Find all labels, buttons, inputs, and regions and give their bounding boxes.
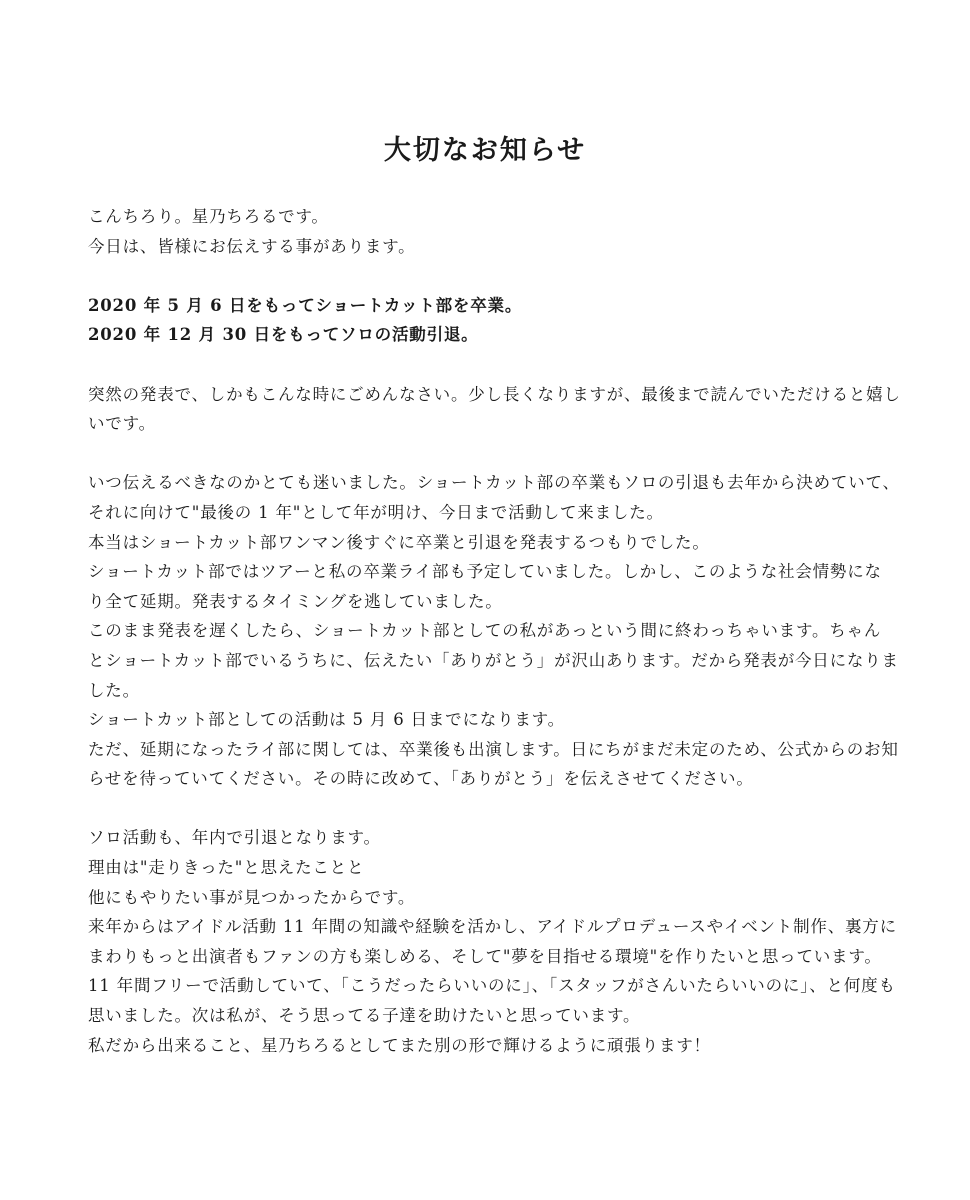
solo-line: 理由は"走りきった"と思えたことと: [88, 858, 365, 878]
notice-title: 大切なお知らせ: [383, 135, 587, 166]
solo-line: 来年からはアイドル活動 11 年間の知識や経験を活かし、アイドルプロデュースやイベント制作、裏方に: [88, 917, 897, 937]
shortcut-line: 本当はショートカット部ワンマン後すぐに卒業と引退を発表するつもりでした。: [88, 532, 710, 552]
shortcut-line: した。: [88, 680, 140, 700]
shortcut-section-paragraph: [88, 468, 908, 794]
shortcut-line: ただ、延期になったライ部に関しては、卒業後も出演します。日にちがまだ未定のため、公式からのお知: [88, 739, 899, 759]
shortcut-line: ショートカット部としての活動は 5 月 6 日までになります。: [88, 710, 565, 730]
announcement-paragraph: [88, 291, 908, 350]
solo-line: 思いました。次は私が、そう思ってる子達を助けたいと思っています。: [88, 1006, 641, 1026]
shortcut-line: それに向けて"最後の 1 年"として年が明け、今日まで活動して来ました。: [88, 502, 664, 522]
shortcut-line: らせを待っていてください。その時に改めて、「ありがとう」を伝えさせてください。: [88, 769, 754, 789]
retirement-date-line: 2020 年 12 月 30 日をもってソロの活動引退。: [88, 325, 479, 345]
apology-line: いです。: [88, 414, 156, 434]
shortcut-line: り全て延期。発表するタイミングを逃していました。: [88, 591, 503, 611]
notice-body: [88, 202, 908, 1060]
shortcut-line: とショートカット部でいるうちに、伝えたい「ありがとう」が沢山あります。だから発表が今日になりま: [88, 650, 899, 670]
shortcut-line: いつ伝えるべきなのかとても迷いました。ショートカット部の卒業もソロの引退も去年から決めていて、: [88, 473, 900, 493]
apology-paragraph: [88, 380, 908, 439]
solo-line: 他にもやりたい事が見つかったからです。: [88, 887, 416, 907]
greeting-line: こんちろり。星乃ちろるです。: [88, 207, 329, 226]
solo-line: まわりもっと出演者もファンの方も楽しめる、そして"夢を目指せる環境"を作りたいと思っています。: [88, 946, 882, 966]
apology-line: 突然の発表で、しかもこんな時にごめんなさい。少し長くなりますが、最後まで読んでいただけると嬉し: [88, 384, 901, 404]
solo-line: 11 年間フリーで活動していて、「こうだったらいいのに」、「スタッフがさんいたらいいのに」、と何度も: [88, 976, 896, 996]
graduation-date-line: 2020 年 5 月 6 日をもってショートカット部を卒業。: [88, 295, 523, 315]
greeting-line: 今日は、皆様にお伝えする事があります。: [88, 236, 416, 256]
shortcut-line: ショートカット部ではツアーと私の卒業ライ部も予定していました。しかし、このような社会情勢にな: [88, 562, 882, 582]
shortcut-line: このまま発表を遅くしたら、ショートカット部としての私があっという間に終わっちゃいます。ちゃん: [88, 621, 882, 641]
greeting-paragraph: [88, 202, 908, 261]
solo-line: 私だから出来ること、星乃ちろるとしてまた別の形で輝けるように頑張ります！: [88, 1035, 711, 1055]
solo-section-paragraph: [88, 823, 908, 1060]
solo-line: ソロ活動も、年内で引退となります。: [88, 828, 381, 848]
